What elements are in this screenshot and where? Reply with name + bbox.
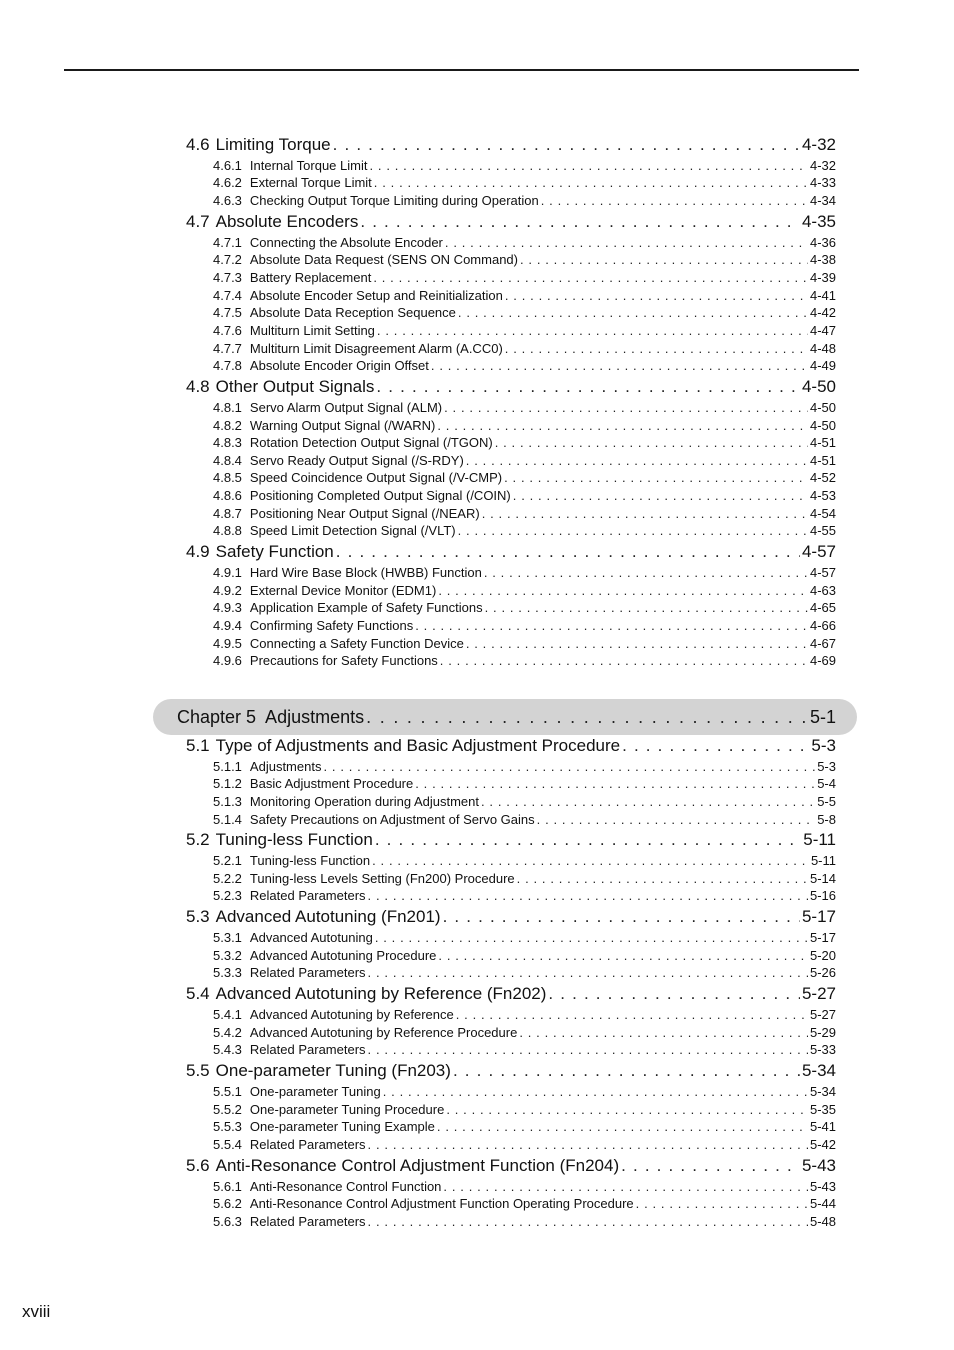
dot-leader bbox=[537, 811, 816, 828]
toc-section-4-9[interactable] bbox=[186, 542, 836, 562]
entry-title: Advanced Autotuning by Reference Procedure bbox=[249, 1025, 518, 1040]
toc-entry[interactable] bbox=[213, 234, 836, 251]
entry-page: 5-5 bbox=[817, 794, 836, 809]
toc-entry[interactable] bbox=[213, 793, 836, 810]
entry-number: 4.9.1 bbox=[213, 565, 242, 580]
section-page: 5-43 bbox=[801, 1156, 836, 1175]
entry-page: 4-50 bbox=[809, 400, 836, 415]
entry-page: 5-16 bbox=[809, 888, 836, 903]
entry-number: 4.7.2 bbox=[213, 252, 242, 267]
entry-number: 5.4.2 bbox=[213, 1025, 242, 1040]
entry-title: Connecting a Safety Function Device bbox=[249, 636, 464, 651]
toc-entry[interactable] bbox=[213, 582, 836, 599]
toc-entry[interactable] bbox=[213, 870, 836, 887]
entry-page: 5-17 bbox=[809, 930, 836, 945]
entry-number: 4.7.6 bbox=[213, 323, 242, 338]
entry-page: 4-57 bbox=[809, 565, 836, 580]
toc-section-4-8[interactable] bbox=[186, 377, 836, 397]
entry-number: 4.8.5 bbox=[213, 470, 242, 485]
dot-leader bbox=[520, 251, 808, 268]
dot-leader bbox=[440, 652, 808, 669]
toc-entry[interactable] bbox=[213, 192, 836, 209]
entry-number: 4.6.3 bbox=[213, 193, 242, 208]
entry-number: 5.2.1 bbox=[213, 853, 242, 868]
entry-number: 5.4.1 bbox=[213, 1007, 242, 1022]
dot-leader bbox=[453, 1061, 800, 1081]
dot-leader bbox=[485, 599, 808, 616]
section-number: 5.5 bbox=[186, 1061, 210, 1080]
dot-leader bbox=[621, 1156, 800, 1176]
entry-title: Positioning Near Output Signal (/NEAR) bbox=[249, 506, 480, 521]
toc-entry[interactable] bbox=[213, 775, 836, 792]
dot-leader bbox=[443, 907, 800, 927]
entry-number: 4.7.7 bbox=[213, 341, 242, 356]
toc-entry[interactable] bbox=[213, 947, 836, 964]
dot-leader bbox=[458, 304, 808, 321]
toc-entry[interactable] bbox=[213, 1101, 836, 1118]
section-number: 5.2 bbox=[186, 830, 210, 849]
entry-page: 5-4 bbox=[817, 776, 836, 791]
entry-number: 5.6.1 bbox=[213, 1179, 242, 1194]
entry-title: Anti-Resonance Control Adjustment Function Operating Procedure bbox=[249, 1196, 634, 1211]
entry-number: 4.8.3 bbox=[213, 435, 242, 450]
entry-page: 5-35 bbox=[809, 1102, 836, 1117]
dot-leader bbox=[484, 564, 808, 581]
toc-section-5-1[interactable] bbox=[186, 736, 836, 756]
entry-page: 4-33 bbox=[809, 175, 836, 190]
toc-entry[interactable] bbox=[213, 1213, 836, 1230]
dot-leader bbox=[519, 1024, 808, 1041]
entry-number: 4.6.1 bbox=[213, 158, 242, 173]
entry-number: 4.7.5 bbox=[213, 305, 242, 320]
entry-page: 4-41 bbox=[809, 288, 836, 303]
dot-leader bbox=[481, 793, 815, 810]
toc-section-5-2[interactable] bbox=[186, 830, 836, 850]
entry-page: 5-11 bbox=[810, 853, 836, 868]
dot-leader bbox=[372, 852, 809, 869]
entry-page: 4-39 bbox=[809, 270, 836, 285]
entry-title: Hard Wire Base Block (HWBB) Function bbox=[249, 565, 482, 580]
entry-number: 4.6.2 bbox=[213, 175, 242, 190]
chapter-page: 5-1 bbox=[809, 707, 836, 727]
entry-number: 4.9.3 bbox=[213, 600, 242, 615]
section-number: 4.9 bbox=[186, 542, 210, 561]
entry-number: 4.9.2 bbox=[213, 583, 242, 598]
dot-leader bbox=[495, 434, 808, 451]
entry-page: 4-34 bbox=[809, 193, 836, 208]
dot-leader bbox=[466, 635, 808, 652]
toc-entry[interactable] bbox=[213, 434, 836, 451]
toc-entry[interactable] bbox=[213, 964, 836, 981]
toc-entry[interactable] bbox=[213, 1041, 836, 1058]
toc-section-4-6[interactable] bbox=[186, 135, 836, 155]
toc-entry[interactable] bbox=[213, 617, 836, 634]
entry-title: Multiturn Limit Disagreement Alarm (A.CC0) bbox=[249, 341, 503, 356]
toc-entry[interactable] bbox=[213, 522, 836, 539]
dot-leader bbox=[548, 984, 800, 1004]
entry-title: Battery Replacement bbox=[249, 270, 372, 285]
entry-title: Advanced Autotuning Procedure bbox=[249, 948, 437, 963]
entry-number: 5.1.2 bbox=[213, 776, 242, 791]
entry-number: 4.7.1 bbox=[213, 235, 242, 250]
entry-page: 4-52 bbox=[809, 470, 836, 485]
entry-number: 5.3.3 bbox=[213, 965, 242, 980]
entry-number: 4.8.6 bbox=[213, 488, 242, 503]
entry-page: 5-26 bbox=[809, 965, 836, 980]
section-number: 4.8 bbox=[186, 377, 210, 396]
entry-number: 4.8.8 bbox=[213, 523, 242, 538]
entry-page: 4-42 bbox=[809, 305, 836, 320]
dot-leader bbox=[444, 399, 808, 416]
section-number: 4.6 bbox=[186, 135, 210, 154]
section-title: Advanced Autotuning (Fn201) bbox=[215, 907, 441, 926]
entry-page: 5-14 bbox=[809, 871, 836, 886]
dot-leader bbox=[446, 1101, 808, 1118]
entry-title: Basic Adjustment Procedure bbox=[249, 776, 414, 791]
entry-title: Checking Output Torque Limiting during Operation bbox=[249, 193, 539, 208]
section-title: Type of Adjustments and Basic Adjustment Procedure bbox=[215, 736, 621, 755]
toc-entry[interactable] bbox=[213, 304, 836, 321]
entry-page: 4-49 bbox=[809, 358, 836, 373]
entry-page: 5-44 bbox=[809, 1196, 836, 1211]
section-page: 4-50 bbox=[801, 377, 836, 396]
entry-page: 4-47 bbox=[809, 323, 836, 338]
entry-title: Precautions for Safety Functions bbox=[249, 653, 438, 668]
entry-page: 4-38 bbox=[809, 252, 836, 267]
entry-page: 5-8 bbox=[817, 812, 836, 827]
entry-page: 5-3 bbox=[817, 759, 836, 774]
entry-number: 5.2.3 bbox=[213, 888, 242, 903]
entry-page: 5-48 bbox=[809, 1214, 836, 1229]
entry-number: 4.9.5 bbox=[213, 636, 242, 651]
section-number: 5.4 bbox=[186, 984, 210, 1003]
entry-number: 4.7.4 bbox=[213, 288, 242, 303]
toc-entry[interactable] bbox=[213, 340, 836, 357]
toc-entry[interactable] bbox=[213, 929, 836, 946]
toc-entry[interactable] bbox=[213, 399, 836, 416]
toc-entry[interactable] bbox=[213, 1178, 836, 1195]
entry-page: 4-48 bbox=[809, 341, 836, 356]
entry-title: Monitoring Operation during Adjustment bbox=[249, 794, 479, 809]
entry-title: Multiturn Limit Setting bbox=[249, 323, 375, 338]
dot-leader bbox=[437, 1118, 808, 1135]
entry-title: Rotation Detection Output Signal (/TGON) bbox=[249, 435, 493, 450]
entry-title: Application Example of Safety Functions bbox=[249, 600, 483, 615]
entry-page: 5-33 bbox=[809, 1042, 836, 1057]
entry-title: Related Parameters bbox=[249, 1042, 366, 1057]
section-number: 5.3 bbox=[186, 907, 210, 926]
section-title: Anti-Resonance Control Adjustment Function (Fn204) bbox=[215, 1156, 620, 1175]
entry-page: 5-41 bbox=[809, 1119, 836, 1134]
entry-title: Servo Ready Output Signal (/S-RDY) bbox=[249, 453, 464, 468]
toc-entry[interactable] bbox=[213, 469, 836, 486]
entry-title: Absolute Encoder Setup and Reinitialization bbox=[249, 288, 503, 303]
entry-number: 4.9.6 bbox=[213, 653, 242, 668]
dot-leader bbox=[466, 452, 808, 469]
entry-number: 5.3.2 bbox=[213, 948, 242, 963]
entry-number: 5.1.3 bbox=[213, 794, 242, 809]
dot-leader bbox=[443, 1178, 808, 1195]
toc-entry[interactable] bbox=[213, 357, 836, 374]
entry-number: 4.8.7 bbox=[213, 506, 242, 521]
dot-leader bbox=[636, 1195, 808, 1212]
entry-page: 4-67 bbox=[809, 636, 836, 651]
section-title: Absolute Encoders bbox=[215, 212, 359, 231]
section-title: Tuning-less Function bbox=[215, 830, 373, 849]
entry-number: 5.6.3 bbox=[213, 1214, 242, 1229]
dot-leader bbox=[541, 192, 808, 209]
toc-section-5-3[interactable] bbox=[186, 907, 836, 927]
entry-title: Tuning-less Levels Setting (Fn200) Procedure bbox=[249, 871, 515, 886]
toc-entry[interactable] bbox=[213, 251, 836, 268]
section-title: Safety Function bbox=[215, 542, 334, 561]
entry-title: Adjustments bbox=[249, 759, 322, 774]
entry-number: 4.8.1 bbox=[213, 400, 242, 415]
section-page: 4-32 bbox=[801, 135, 836, 154]
entry-title: Absolute Data Request (SENS ON Command) bbox=[249, 252, 518, 267]
dot-leader bbox=[383, 1083, 808, 1100]
dot-leader bbox=[360, 212, 800, 232]
entry-title: Speed Limit Detection Signal (/VLT) bbox=[249, 523, 456, 538]
entry-title: One-parameter Tuning Procedure bbox=[249, 1102, 445, 1117]
entry-page: 5-42 bbox=[809, 1137, 836, 1152]
dot-leader bbox=[415, 617, 808, 634]
entry-page: 4-36 bbox=[809, 235, 836, 250]
entry-title: Absolute Data Reception Sequence bbox=[249, 305, 456, 320]
entry-number: 4.8.4 bbox=[213, 453, 242, 468]
entry-page: 4-54 bbox=[809, 506, 836, 521]
dot-leader bbox=[438, 947, 808, 964]
dot-leader bbox=[368, 1041, 808, 1058]
entry-number: 5.5.3 bbox=[213, 1119, 242, 1134]
entry-page: 4-51 bbox=[809, 453, 836, 468]
section-title: Limiting Torque bbox=[215, 135, 331, 154]
entry-title: Absolute Encoder Origin Offset bbox=[249, 358, 429, 373]
entry-page: 5-29 bbox=[809, 1025, 836, 1040]
entry-page: 4-32 bbox=[809, 158, 836, 173]
entry-number: 4.7.8 bbox=[213, 358, 242, 373]
toc-entry[interactable] bbox=[213, 852, 836, 869]
section-page: 4-57 bbox=[801, 542, 836, 561]
section-title: One-parameter Tuning (Fn203) bbox=[215, 1061, 451, 1080]
dot-leader bbox=[504, 469, 808, 486]
dot-leader bbox=[456, 1006, 808, 1023]
entry-title: Related Parameters bbox=[249, 1137, 366, 1152]
entry-title: Related Parameters bbox=[249, 888, 366, 903]
entry-number: 5.5.4 bbox=[213, 1137, 242, 1152]
toc-entry[interactable] bbox=[213, 758, 836, 775]
dot-leader bbox=[482, 505, 808, 522]
toc-entry[interactable] bbox=[213, 157, 836, 174]
toc-entry[interactable] bbox=[213, 1118, 836, 1135]
section-page: 5-34 bbox=[801, 1061, 836, 1080]
entry-page: 5-20 bbox=[809, 948, 836, 963]
entry-number: 5.3.1 bbox=[213, 930, 242, 945]
dot-leader bbox=[368, 964, 808, 981]
dot-leader bbox=[445, 234, 808, 251]
dot-leader bbox=[622, 736, 809, 756]
entry-title: One-parameter Tuning bbox=[249, 1084, 381, 1099]
entry-page: 4-69 bbox=[809, 653, 836, 668]
toc-entry[interactable] bbox=[213, 1136, 836, 1153]
dot-leader bbox=[458, 522, 808, 539]
entry-page: 5-43 bbox=[809, 1179, 836, 1194]
entry-number: 5.5.1 bbox=[213, 1084, 242, 1099]
toc-section-4-7[interactable] bbox=[186, 212, 836, 232]
dot-leader bbox=[517, 870, 808, 887]
entry-title: Connecting the Absolute Encoder bbox=[249, 235, 443, 250]
toc-entry[interactable] bbox=[213, 887, 836, 904]
toc-section-5-5[interactable] bbox=[186, 1061, 836, 1081]
entry-page: 5-27 bbox=[809, 1007, 836, 1022]
entry-number: 4.9.4 bbox=[213, 618, 242, 633]
entry-title: Speed Coincidence Output Signal (/V-CMP) bbox=[249, 470, 503, 485]
entry-title: Advanced Autotuning by Reference bbox=[249, 1007, 454, 1022]
entry-title: Related Parameters bbox=[249, 965, 366, 980]
entry-page: 4-65 bbox=[809, 600, 836, 615]
toc-entry[interactable] bbox=[213, 487, 836, 504]
toc-entry[interactable] bbox=[213, 1006, 836, 1023]
dot-leader bbox=[368, 1136, 808, 1153]
entry-title: Tuning-less Function bbox=[249, 853, 371, 868]
entry-title: External Torque Limit bbox=[249, 175, 372, 190]
entry-number: 4.8.2 bbox=[213, 418, 242, 433]
dot-leader bbox=[366, 706, 808, 728]
toc-entry[interactable] bbox=[213, 452, 836, 469]
toc-entry[interactable] bbox=[213, 287, 836, 304]
header-rule bbox=[64, 69, 859, 71]
dot-leader bbox=[369, 157, 808, 174]
toc-entry[interactable] bbox=[213, 1024, 836, 1041]
dot-leader bbox=[323, 758, 815, 775]
entry-title: Warning Output Signal (/WARN) bbox=[249, 418, 436, 433]
section-page: 5-17 bbox=[801, 907, 836, 926]
dot-leader bbox=[333, 135, 800, 155]
entry-page: 4-50 bbox=[809, 418, 836, 433]
toc-entry[interactable] bbox=[213, 174, 836, 191]
entry-title: Safety Precautions on Adjustment of Servo Gains bbox=[249, 812, 535, 827]
dot-leader bbox=[374, 174, 808, 191]
entry-title: Internal Torque Limit bbox=[249, 158, 368, 173]
chapter-title: Chapter 5 Adjustments bbox=[177, 707, 365, 727]
entry-title: Related Parameters bbox=[249, 1214, 366, 1229]
entry-number: 5.2.2 bbox=[213, 871, 242, 886]
entry-title: One-parameter Tuning Example bbox=[249, 1119, 435, 1134]
entry-number: 5.6.2 bbox=[213, 1196, 242, 1211]
section-title: Other Output Signals bbox=[215, 377, 375, 396]
toc-entry[interactable] bbox=[213, 635, 836, 652]
entry-number: 5.4.3 bbox=[213, 1042, 242, 1057]
section-page: 5-3 bbox=[811, 736, 836, 755]
entry-title: Anti-Resonance Control Function bbox=[249, 1179, 442, 1194]
toc-section-5-6[interactable] bbox=[186, 1156, 836, 1176]
entry-number: 4.7.3 bbox=[213, 270, 242, 285]
toc-entry[interactable] bbox=[213, 417, 836, 434]
dot-leader bbox=[415, 775, 815, 792]
dot-leader bbox=[375, 929, 808, 946]
dot-leader bbox=[375, 830, 801, 850]
section-page: 5-27 bbox=[801, 984, 836, 1003]
entry-page: 4-51 bbox=[809, 435, 836, 450]
toc-entry[interactable] bbox=[213, 652, 836, 669]
entry-page: 4-55 bbox=[809, 523, 836, 538]
dot-leader bbox=[376, 377, 800, 397]
section-number: 5.6 bbox=[186, 1156, 210, 1175]
toc-entry[interactable] bbox=[213, 269, 836, 286]
toc-entry[interactable] bbox=[213, 811, 836, 828]
dot-leader bbox=[368, 887, 808, 904]
toc-entry[interactable] bbox=[213, 564, 836, 581]
entry-page: 4-63 bbox=[809, 583, 836, 598]
entry-title: Servo Alarm Output Signal (ALM) bbox=[249, 400, 443, 415]
toc-entry[interactable] bbox=[213, 505, 836, 522]
entry-page: 4-53 bbox=[809, 488, 836, 503]
entry-number: 5.1.4 bbox=[213, 812, 242, 827]
dot-leader bbox=[513, 487, 808, 504]
section-number: 5.1 bbox=[186, 736, 210, 755]
dot-leader bbox=[336, 542, 800, 562]
page-number: xviii bbox=[22, 1302, 51, 1321]
section-title: Advanced Autotuning by Reference (Fn202) bbox=[215, 984, 547, 1003]
entry-number: 5.5.2 bbox=[213, 1102, 242, 1117]
dot-leader bbox=[505, 287, 808, 304]
entry-number: 5.1.1 bbox=[213, 759, 242, 774]
dot-leader bbox=[505, 340, 808, 357]
dot-leader bbox=[437, 417, 808, 434]
entry-page: 5-34 bbox=[809, 1084, 836, 1099]
dot-leader bbox=[431, 357, 808, 374]
dot-leader bbox=[377, 322, 808, 339]
entry-title: Confirming Safety Functions bbox=[249, 618, 414, 633]
dot-leader bbox=[438, 582, 808, 599]
toc-chapter-5[interactable] bbox=[177, 706, 836, 728]
toc-section-5-4[interactable] bbox=[186, 984, 836, 1004]
toc-entry[interactable] bbox=[213, 1083, 836, 1100]
toc-entry[interactable] bbox=[213, 1195, 836, 1212]
toc-entry[interactable] bbox=[213, 322, 836, 339]
entry-title: Advanced Autotuning bbox=[249, 930, 373, 945]
section-page: 4-35 bbox=[801, 212, 836, 231]
entry-title: External Device Monitor (EDM1) bbox=[249, 583, 437, 598]
section-page: 5-11 bbox=[803, 830, 836, 849]
entry-page: 4-66 bbox=[809, 618, 836, 633]
dot-leader bbox=[368, 1213, 808, 1230]
entry-title: Positioning Completed Output Signal (/COIN) bbox=[249, 488, 511, 503]
section-number: 4.7 bbox=[186, 212, 210, 231]
toc-entry[interactable] bbox=[213, 599, 836, 616]
dot-leader bbox=[373, 269, 808, 286]
